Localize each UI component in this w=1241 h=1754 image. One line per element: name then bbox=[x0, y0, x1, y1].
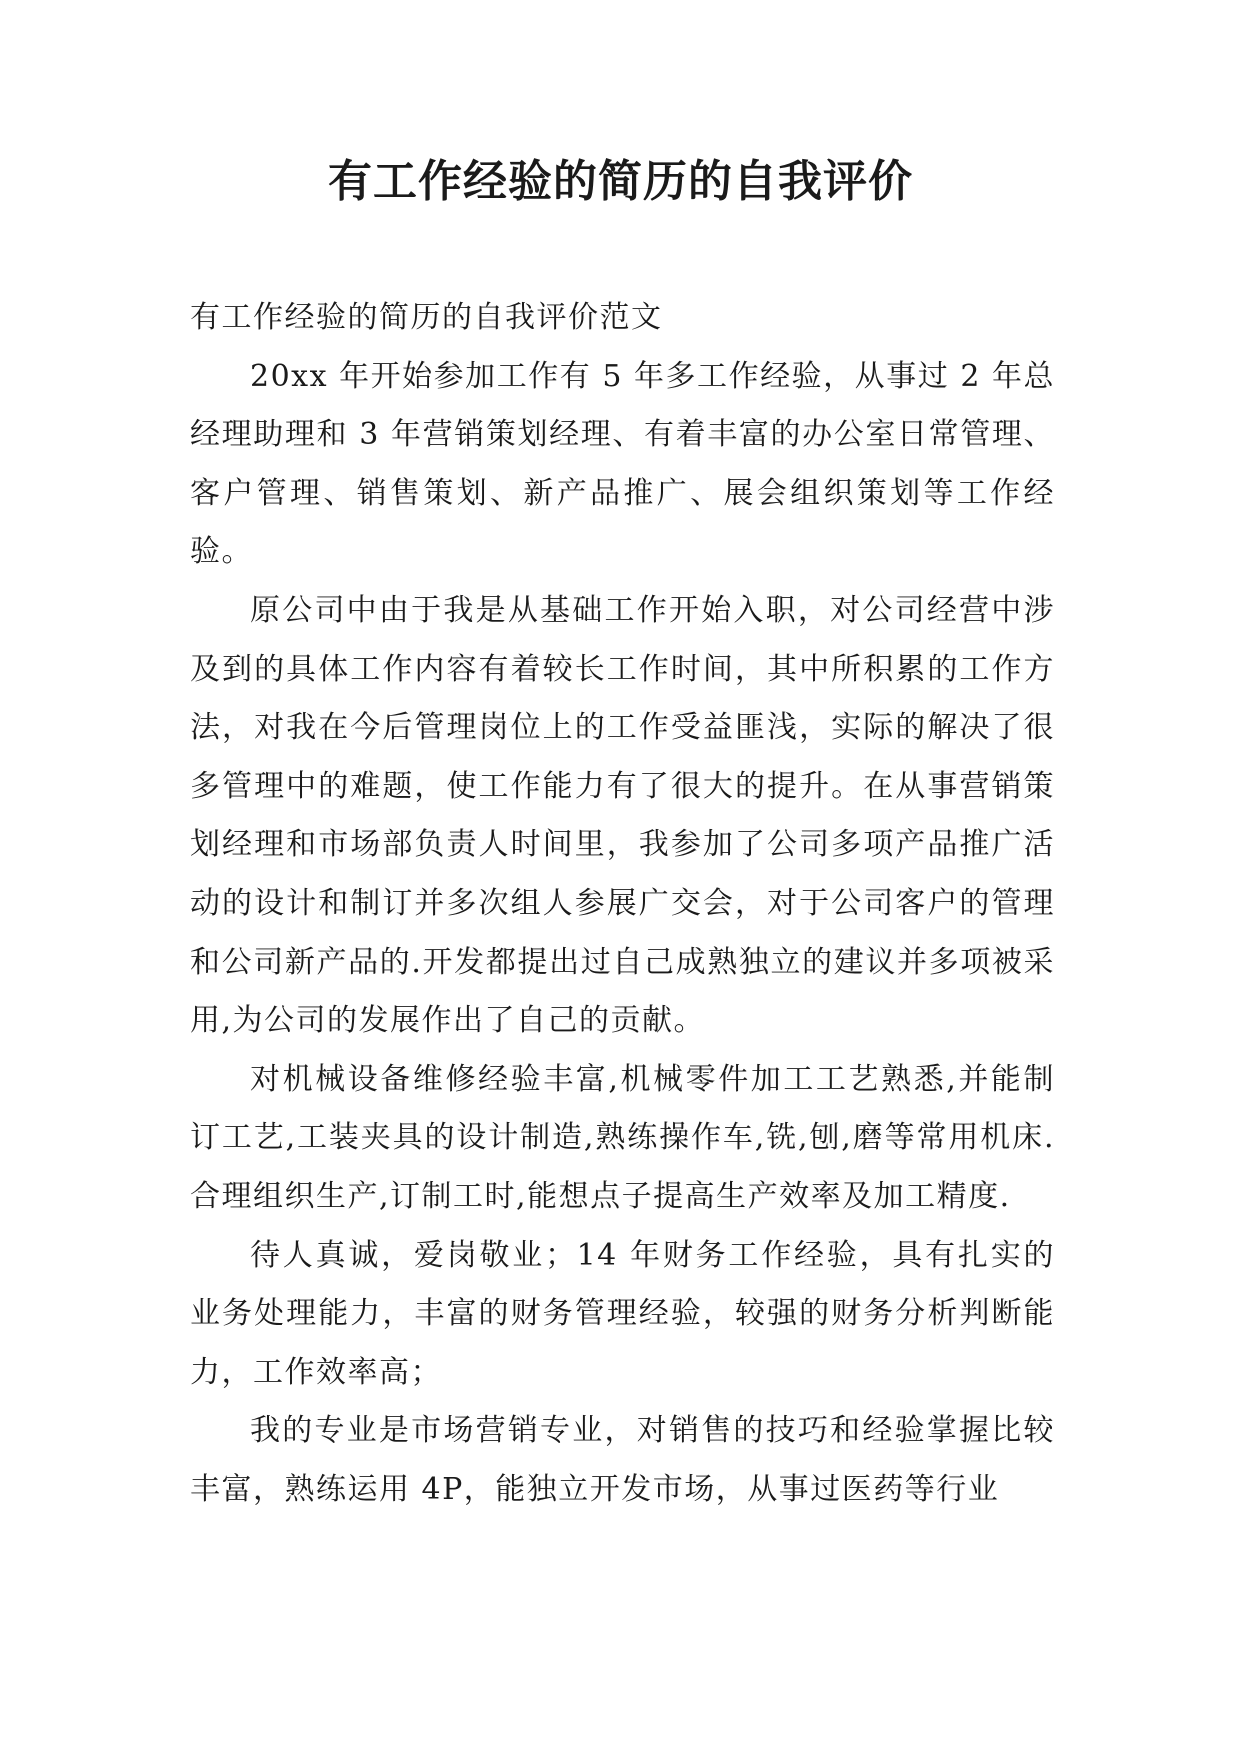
paragraph-finance-experience: 待人真诚，爱岗敬业；14 年财务工作经验，具有扎实的业务处理能力，丰富的财务管理经验，较强的财务分析判断能力，工作效率高； bbox=[190, 1237, 1055, 1390]
document-body bbox=[190, 289, 1055, 1519]
document-title: 有工作经验的简历的自我评价 bbox=[328, 156, 913, 207]
document-subtitle: 有工作经验的简历的自我评价范文 bbox=[190, 300, 663, 335]
paragraph-machinery-skills: 对机械设备维修经验丰富,机械零件加工工艺熟悉,并能制订工艺,工装夹具的设计制造,熟练操作车,铣,刨,磨等常用机床.合理组织生产,订制工时,能想点子提高生产效率及加工精度. bbox=[190, 1061, 1055, 1214]
paragraph-marketing-major: 我的专业是市场营销专业，对销售的技巧和经验掌握比较丰富，熟练运用 4P，能独立开发市场，从事过医药等行业 bbox=[190, 1413, 1055, 1507]
paragraph-work-experience: 20xx 年开始参加工作有 5 年多工作经验，从事过 2 年总经理助理和 3 年营销策划经理、有着丰富的办公室日常管理、客户管理、销售策划、新产品推广、展会组织策划等工作经验。 bbox=[190, 358, 1055, 570]
paragraph-previous-company: 原公司中由于我是从基础工作开始入职，对公司经营中涉及到的具体工作内容有着较长工作时间，其中所积累的工作方法，对我在今后管理岗位上的工作受益匪浅，实际的解决了很多管理中的难题，使工作能力有了很大的提升。在从事营销策划经理和市场部负责人时间里，我参加了公司多项产品推广活动的设计和制订并多次组人参展广交会，对于公司客户的管理和公司新产品的.开发都提出过自己成熟独立的建议并多项被采用,为公司的发展作出了自己的贡献。 bbox=[190, 592, 1055, 1039]
